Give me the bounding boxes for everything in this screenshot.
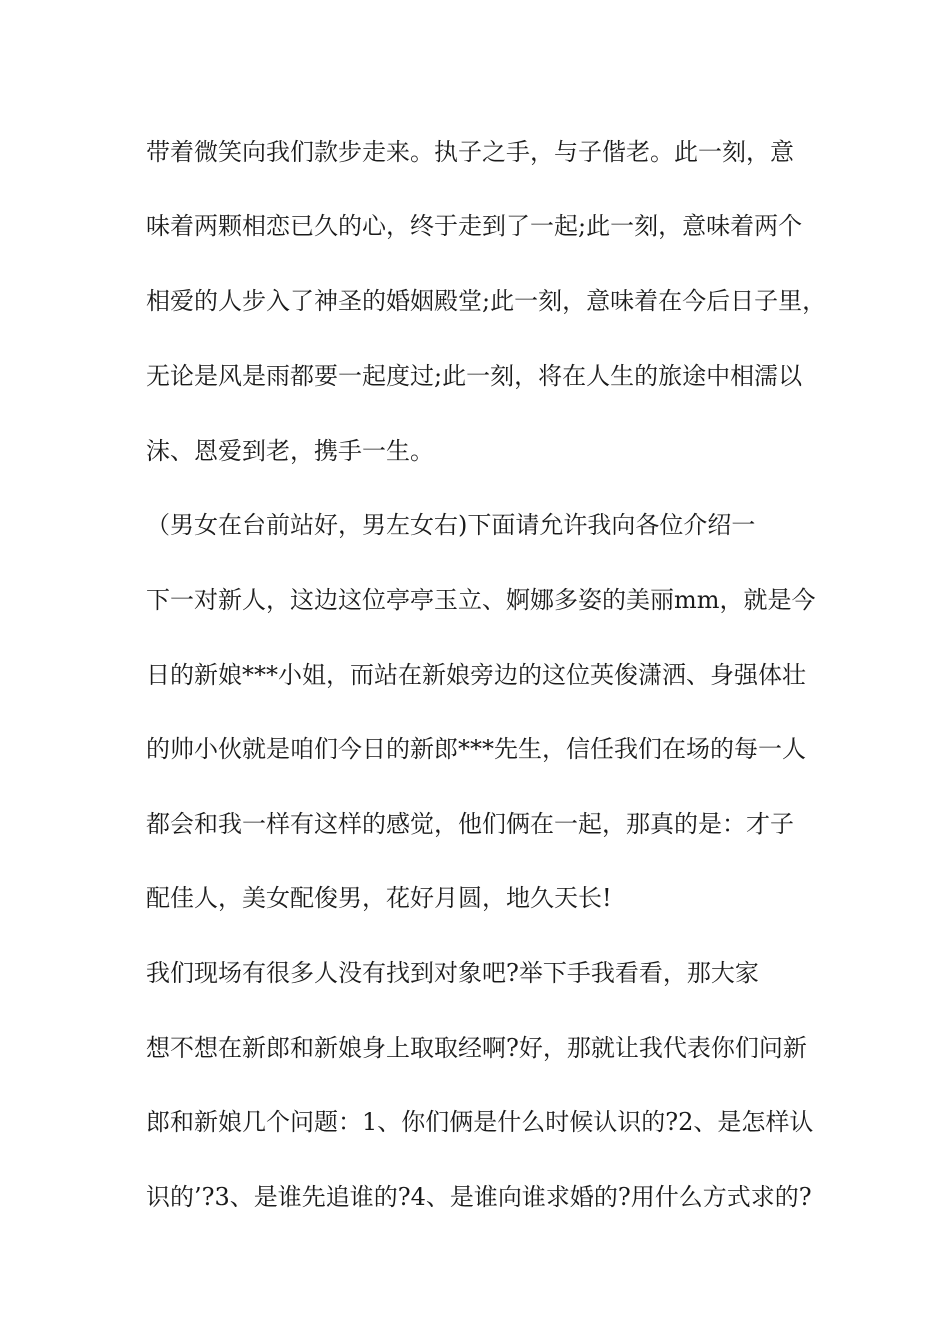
text-line: 相爱的人步入了神圣的婚姻殿堂;此一刻，意味着在今后日子里， [146,287,827,315]
text-line: 郎和新娘几个问题：1、你们俩是什么时候认识的?2、是怎样认 [146,1108,814,1136]
text-line: 下一对新人，这边这位亭亭玉立、婀娜多姿的美丽mm，就是今 [146,586,816,614]
text-line: 日的新娘***小姐，而站在新娘旁边的这位英俊潇洒、身强体壮 [146,661,806,689]
text-line: 味着两颗相恋已久的心，终于走到了一起;此一刻，意味着两个 [146,212,803,240]
text-line: 带着微笑向我们款步走来。执子之手，与子偕老。此一刻，意 [146,138,794,166]
text-line: 的帅小伙就是咱们今日的新郎***先生，信任我们在场的每一人 [146,735,806,763]
text-line: （男女在台前站好，男左女右)下面请允许我向各位介绍一 [146,511,756,539]
text-line: 想不想在新郎和新娘身上取取经啊?好，那就让我代表你们问新 [146,1034,807,1062]
text-line: 我们现场有很多人没有找到对象吧?举下手我看看，那大家 [146,959,759,987]
text-line: 识的’?3、是谁先追谁的?4、是谁向谁求婚的?用什么方式求的? [146,1183,812,1211]
text-line: 都会和我一样有这样的感觉，他们俩在一起，那真的是：才子 [146,810,794,838]
text-line: 无论是风是雨都要一起度过;此一刻，将在人生的旅途中相濡以 [146,362,803,390]
text-line: 沫、恩爱到老，携手一生。 [146,437,434,465]
text-line: 配佳人，美女配俊男，花好月圆，地久天长! [146,884,612,912]
